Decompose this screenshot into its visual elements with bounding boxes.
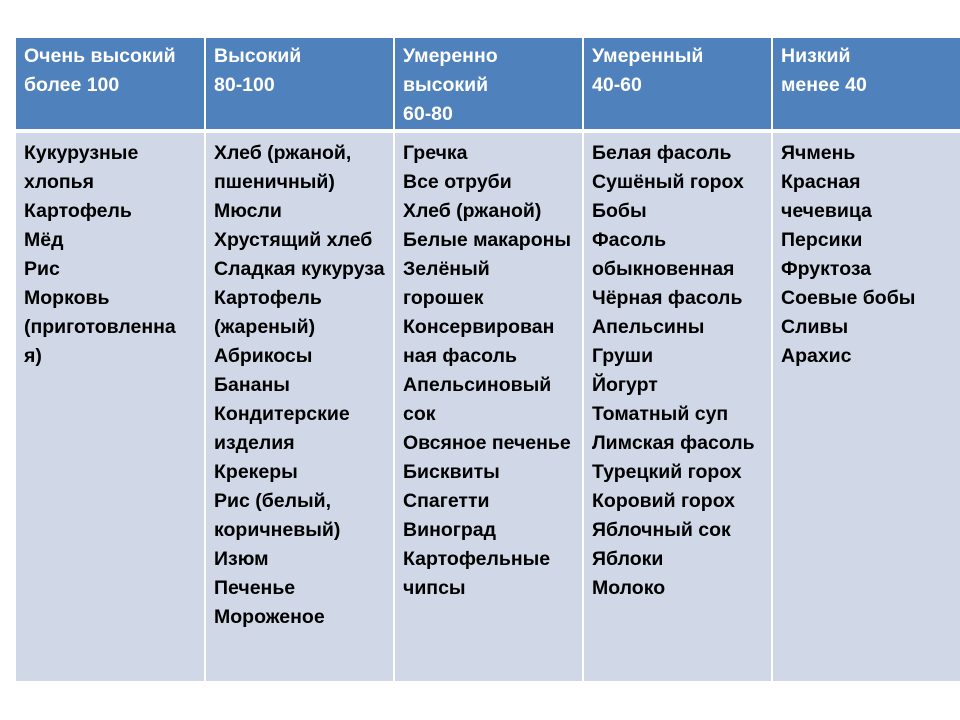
food-list-very-high	[24, 139, 196, 371]
food-list-moderately-high	[403, 139, 574, 603]
food-item: Коровий горох	[592, 490, 735, 512]
header-low-category: Низкий	[781, 45, 851, 67]
food-item: Морковь (приготовленна я)	[24, 287, 176, 367]
food-item: Картофельные чипсы	[403, 548, 551, 599]
food-item: Апельсины	[592, 316, 705, 338]
food-item: Арахис	[781, 345, 852, 367]
food-list-high	[214, 139, 385, 632]
food-item: Печенье	[214, 577, 296, 599]
food-item: Сладкая кукуруза	[214, 258, 385, 280]
cell-high	[205, 131, 394, 681]
food-item: Фруктоза	[781, 258, 872, 280]
food-item: Белая фасоль	[592, 142, 732, 164]
cell-moderately-high	[394, 131, 583, 681]
food-item: Картофель (жареный)	[214, 287, 322, 338]
header-very-high	[16, 38, 205, 131]
header-moderately-high-range: 60-80	[403, 103, 453, 125]
food-item: Груши	[592, 345, 654, 367]
food-item: Хлеб (ржаной, пшеничный)	[214, 142, 352, 193]
food-item: Сушёный горох	[592, 171, 744, 193]
food-item: Фасоль обыкновенная	[592, 229, 735, 280]
food-item: Кукурузные хлопья	[24, 142, 139, 193]
header-moderately-high	[394, 38, 583, 131]
food-item: Кондитерские изделия	[214, 403, 350, 454]
food-item: Изюм	[214, 548, 269, 570]
food-list-moderate	[592, 139, 763, 603]
header-moderately-high-category-2: высокий	[403, 74, 489, 96]
food-item: Рис (белый, коричневый)	[214, 490, 341, 541]
food-item: Яблоки	[592, 548, 664, 570]
food-item: Ячмень	[781, 142, 856, 164]
header-high-category: Высокий	[214, 45, 302, 67]
food-item: Мюсли	[214, 200, 282, 222]
header-moderate	[583, 38, 772, 131]
glycemic-index-table	[16, 38, 960, 681]
food-item: Молоко	[592, 577, 666, 599]
food-item: Чёрная фасоль	[592, 287, 743, 309]
food-item: Спагетти	[403, 490, 490, 512]
food-item: Хрустящий хлеб	[214, 229, 373, 251]
food-item: Томатный суп	[592, 403, 729, 425]
food-item: Сливы	[781, 316, 849, 338]
cell-low	[772, 131, 960, 681]
food-item: Зелёный горошек	[403, 258, 490, 309]
food-item: Мёд	[24, 229, 64, 251]
header-high-range: 80-100	[214, 74, 275, 96]
food-item: Овсяное печенье	[403, 432, 571, 454]
header-row	[16, 38, 960, 131]
food-item: Бобы	[592, 200, 647, 222]
food-item: Картофель	[24, 200, 132, 222]
header-low-range: менее 40	[781, 74, 867, 96]
food-item: Соевые бобы	[781, 287, 916, 309]
food-item: Яблочный сок	[592, 519, 731, 541]
food-item: Апельсиновый сок	[403, 374, 552, 425]
header-moderately-high-category-1: Умеренно	[403, 45, 498, 67]
header-high	[205, 38, 394, 131]
body-row	[16, 131, 960, 681]
food-item: Консервирован ная фасоль	[403, 316, 555, 367]
food-item: Виноград	[403, 519, 497, 541]
food-item: Хлеб (ржаной)	[403, 200, 542, 222]
food-item: Рис	[24, 258, 60, 280]
food-item: Бананы	[214, 374, 290, 396]
header-very-high-category: Очень высокий	[24, 45, 176, 67]
food-item: Лимская фасоль	[592, 432, 755, 454]
header-very-high-range: более 100	[24, 74, 120, 96]
header-low	[772, 38, 960, 131]
food-list-low	[781, 139, 952, 371]
header-moderate-range: 40-60	[592, 74, 642, 96]
food-item: Все отруби	[403, 171, 512, 193]
header-moderate-category: Умеренный	[592, 45, 704, 67]
cell-very-high	[16, 131, 205, 681]
food-item: Крекеры	[214, 461, 298, 483]
food-item: Бисквиты	[403, 461, 500, 483]
food-item: Персики	[781, 229, 863, 251]
food-item: Абрикосы	[214, 345, 313, 367]
food-item: Мороженое	[214, 606, 325, 628]
food-item: Йогурт	[592, 374, 658, 396]
food-item: Турецкий горох	[592, 461, 742, 483]
food-item: Красная чечевица	[781, 171, 872, 222]
food-item: Белые макароны	[403, 229, 572, 251]
cell-moderate	[583, 131, 772, 681]
food-item: Гречка	[403, 142, 468, 164]
